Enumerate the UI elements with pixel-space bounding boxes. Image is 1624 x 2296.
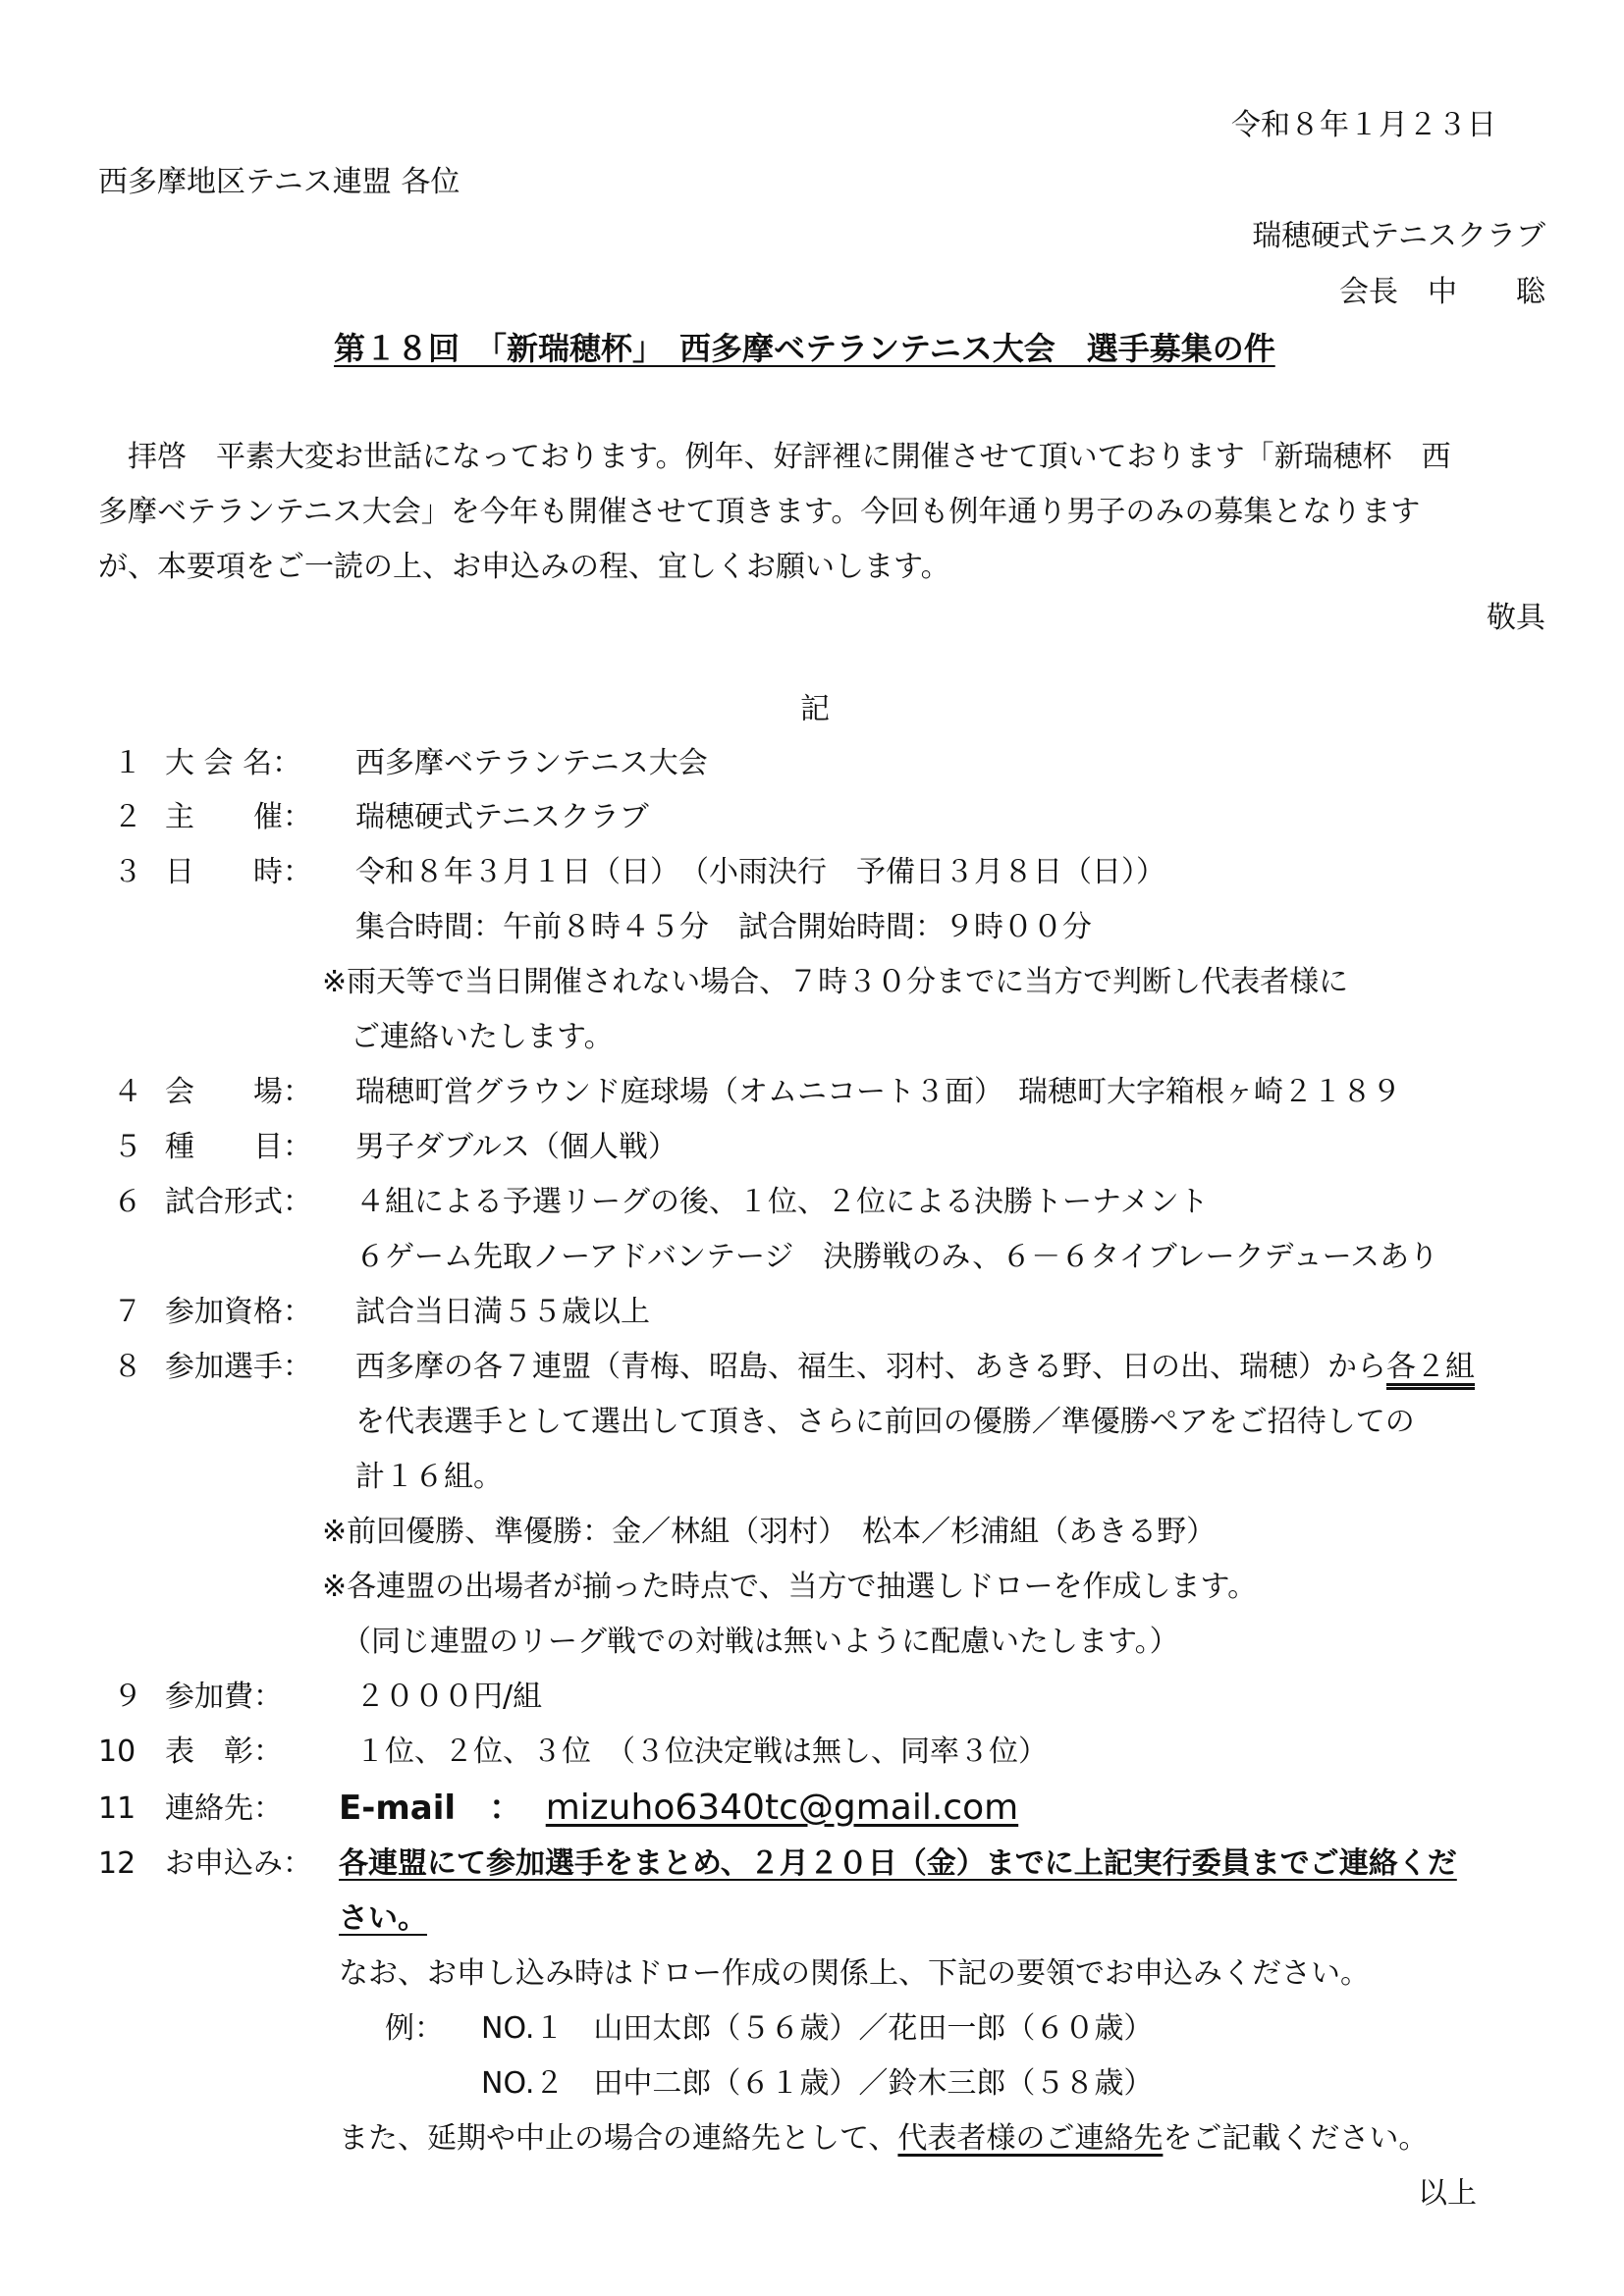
contact-email bbox=[339, 1787, 1018, 1829]
item-value: 男子ダブルス（個人戦） bbox=[355, 1130, 677, 1164]
item-note-2: ご連絡いたします。 bbox=[351, 1020, 614, 1054]
sender-name: 会長 中 聡 bbox=[1339, 275, 1545, 309]
item-value bbox=[355, 1350, 1475, 1385]
item-number: ７ bbox=[113, 1295, 142, 1329]
example-1: NO.１ 山田太郎（５６歳）／花田一郎（６０歳） bbox=[481, 2011, 1154, 2046]
item-number: ３ bbox=[113, 855, 142, 889]
line-4-text-a: また、延期や中止の場合の連絡先として、 bbox=[339, 2121, 898, 2156]
item-number: ２ bbox=[113, 800, 142, 834]
item-number: ６ bbox=[113, 1185, 142, 1219]
item-value: 瑞穂硬式テニスクラブ bbox=[355, 800, 649, 834]
ki-heading: 記 bbox=[800, 692, 830, 726]
item-number: ８ bbox=[113, 1350, 142, 1384]
item-note-3: （同じ連盟のリーグ戦での対戦は無いように配慮いたします。） bbox=[342, 1625, 1179, 1659]
item-note-1: ※雨天等で当日開催されない場合、７時３０分までに当方で判断し代表者様に bbox=[322, 965, 1349, 999]
example-label: 例： bbox=[385, 2011, 444, 2046]
document-date: 令和８年１月２３日 bbox=[1231, 108, 1496, 142]
item-value: 瑞穂町営グラウンド庭球場（オムニコート３面） 瑞穂町大字箱根ヶ崎２１８９ bbox=[355, 1075, 1401, 1109]
item-value-text: 西多摩の各７連盟（青梅、昭島、福生、羽村、あきる野、日の出、瑞穂）から bbox=[355, 1350, 1386, 1384]
item-number: １ bbox=[113, 746, 142, 780]
item-label: 試合形式： bbox=[165, 1185, 312, 1219]
item-label: 大 会 名： bbox=[165, 746, 302, 780]
email-label: E-mail ： bbox=[339, 1789, 523, 1828]
application-deadline-line-2: さい。 bbox=[339, 1901, 427, 1936]
item-number: ９ bbox=[113, 1680, 142, 1714]
item-label: 参加費： bbox=[165, 1680, 283, 1714]
item-note-1: ※前回優勝、準優勝：金／林組（羽村） 松本／杉浦組（あきる野） bbox=[322, 1515, 1217, 1549]
item-number: 11 bbox=[98, 1791, 136, 1826]
addressee: 西多摩地区テニス連盟 各位 bbox=[98, 165, 460, 199]
item-value: 試合当日満５５歳以上 bbox=[355, 1295, 650, 1329]
item-label: 連絡先： bbox=[165, 1791, 283, 1826]
closing-keigu: 敬具 bbox=[1487, 601, 1545, 635]
item-label: 主 催： bbox=[165, 800, 312, 834]
item-number: ４ bbox=[113, 1075, 142, 1109]
end-ijou: 以上 bbox=[1418, 2176, 1477, 2211]
intro-line-3: が、本要項をご一読の上、お申込みの程、宜しくお願いします。 bbox=[98, 550, 950, 584]
item-value-line-3: 計１６組。 bbox=[355, 1460, 503, 1494]
item-label: 会 場： bbox=[165, 1075, 312, 1109]
item-value-line-2: 集合時間：午前８時４５分 試合開始時間：９時００分 bbox=[355, 910, 1092, 944]
representative-contact-emphasis: 代表者様のご連絡先 bbox=[897, 2121, 1164, 2156]
intro-line-2: 多摩ベテランテニス大会」を今年も開催させて頂きます。今回も例年通り男子のみの募集となります bbox=[98, 495, 1421, 529]
email-address-link[interactable]: mizuho6340tc@gmail.com bbox=[545, 1788, 1019, 1828]
application-deadline: 各連盟にて参加選手をまとめ、２月２０日（金）までに上記実行委員までご連絡くだ bbox=[339, 1846, 1457, 1881]
item-label: 日 時： bbox=[165, 855, 312, 889]
line-4-text-c: をご記載ください。 bbox=[1163, 2121, 1429, 2156]
document-title: 第１８回 「新瑞穂杯」 西多摩ベテランテニス大会 選手募集の件 bbox=[334, 330, 1275, 367]
example-2: NO.２ 田中二郎（６１歳）／鈴木三郎（５８歳） bbox=[481, 2066, 1154, 2101]
item-value-line-4 bbox=[339, 2121, 1428, 2157]
intro-line-1: 拝啓 平素大変お世話になっております。例年、好評裡に開催させて頂いております「新瑞穂杯 西 bbox=[128, 440, 1451, 474]
item-number: 12 bbox=[98, 1846, 136, 1881]
sender-organization: 瑞穂硬式テニスクラブ bbox=[1252, 219, 1545, 253]
item-value-line-3: なお、お申し込み時はドロー作成の関係上、下記の要領でお申込みください。 bbox=[339, 1956, 1370, 1991]
item-note-2: ※各連盟の出場者が揃った時点で、当方で抽選しドローを作成します。 bbox=[322, 1570, 1258, 1604]
item-label: 表 彰： bbox=[165, 1735, 283, 1769]
item-value: １位、２位、３位 （３位決定戦は無し、同率３位） bbox=[355, 1735, 1048, 1769]
item-value: 令和８年３月１日（日） （小雨決行 予備日３月８日（日）） bbox=[355, 855, 1165, 889]
item-label: 参加選手： bbox=[165, 1350, 312, 1384]
item-number: ５ bbox=[113, 1130, 142, 1164]
item-value-line-2: ６ゲーム先取ノーアドバンテージ 決勝戦のみ、６－６タイブレークデュースあり bbox=[355, 1240, 1439, 1274]
item-value: ２０００円/組 bbox=[355, 1680, 543, 1714]
item-value-emphasis: 各２組 bbox=[1386, 1350, 1475, 1384]
item-label: 種 目： bbox=[165, 1130, 312, 1164]
item-number: 10 bbox=[98, 1735, 136, 1769]
item-label: お申込み： bbox=[165, 1846, 312, 1881]
item-label: 参加資格： bbox=[165, 1295, 312, 1329]
item-value-line-2: を代表選手として選出して頂き、さらに前回の優勝／準優勝ペアをご招待しての bbox=[355, 1405, 1415, 1439]
item-value: ４組による予選リーグの後、１位、２位による決勝トーナメント bbox=[355, 1185, 1209, 1219]
item-value: 西多摩ベテランテニス大会 bbox=[355, 746, 708, 780]
